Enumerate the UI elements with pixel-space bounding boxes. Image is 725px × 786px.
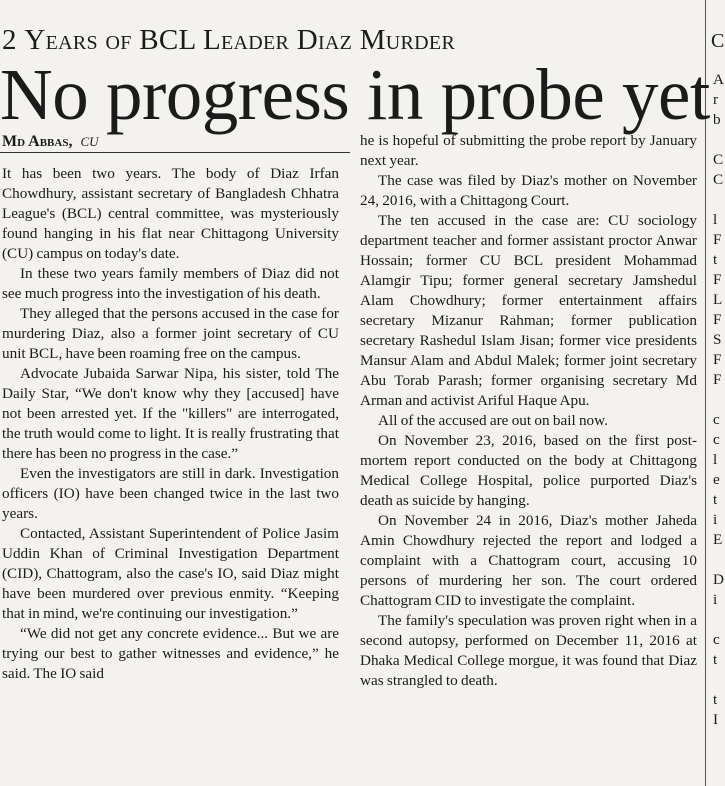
kicker-number: 2 xyxy=(2,24,17,56)
byline xyxy=(2,131,99,153)
article-paragraph: All of the accused are out on bail now. xyxy=(378,412,608,429)
article-paragraph: The ten accused in the case are: CU sociology department teacher and former assistant proctor Anwar Hossain; former CU BCL president Mohammad Alamgir Tipu; former general secretary Jamshedul Alam Chowdhury; former entertainment affairs secretary Mizanur Rahman; former publication secretary Rashedul Islam Jisan; former vice presidents Mansur Alam and Abdul Malek; former joint secretary Abu Torab Parash; former organising secretary Md Arman and activist Ariful Haque Apu. xyxy=(360,212,697,409)
article-headline: No progress in probe yet xyxy=(0,54,710,135)
article-paragraph: “We did not get any concrete evidence... But we are trying our best to gather witnesses and evidence,” he said. The IO said xyxy=(2,625,339,682)
article-paragraph: he is hopeful of submitting the probe report by January next year. xyxy=(360,132,697,169)
adjacent-column-heading-fragment: C xyxy=(711,30,725,52)
byline-author: Md Abbas, xyxy=(2,133,73,150)
article-column-2 xyxy=(360,131,697,691)
byline-location: CU xyxy=(80,134,99,149)
article-paragraph: Advocate Jubaida Sarwar Nipa, his sister, told The Daily Star, “We don't know why they [accused] have not been arrested yet. If the "killers" are interrogated, the truth would come to light. It is really frustrating that there has been no progress in the case.” xyxy=(2,365,339,462)
article-paragraph: They alleged that the persons accused in the case for murdering Diaz, also a former joint secretary of CU unit BCL, have been roaming free on the campus. xyxy=(2,305,339,362)
article-kicker xyxy=(2,24,455,56)
article-paragraph: The case was filed by Diaz's mother on November 24, 2016, with a Chittagong Court. xyxy=(360,172,697,209)
article-paragraph: It has been two years. The body of Diaz Irfan Chowdhury, assistant secretary of Bangladesh Chhatra League's (BCL) central committee, was mysteriously found hanging in his flat near Chittagong University (CU) campus on today's date. xyxy=(2,165,339,262)
article-paragraph: The family's speculation was proven right when in a second autopsy, performed on December 11, 2016 at Dhaka Medical College morgue, it was found that Diaz was strangled to death. xyxy=(360,612,697,689)
article-paragraph: Contacted, Assistant Superintendent of Police Jasim Uddin Khan of Criminal Investigation Department (CID), Chattogram, also the case's IO, said Diaz might have been murdered over previous enmity. “Keeping that in mind, we're continuing our investigation.” xyxy=(2,525,339,622)
article-paragraph: On November 24 in 2016, Diaz's mother Jaheda Amin Chowdhury rejected the report and lodged a complaint with a Chattogram court, accusing 10 persons of murdering her son. The court ordered Chattogram CID to investigate the complaint. xyxy=(360,512,697,609)
article-paragraph: Even the investigators are still in dark. Investigation officers (IO) have been changed twice in the last two years. xyxy=(2,465,339,522)
byline-rule xyxy=(0,152,350,153)
article-column-1 xyxy=(2,164,339,684)
kicker-text: Years of BCL Leader Diaz Murder xyxy=(24,24,456,56)
adjacent-article-fragment: A r b C C l F t F L F S F F c c l e t i E D i c t t I xyxy=(713,71,724,728)
article-paragraph: On November 23, 2016, based on the first post-mortem report conducted on the body at Chittagong Medical College Hospital, police purported Diaz's death as suicide by hanging. xyxy=(360,432,697,509)
article-paragraph: In these two years family members of Diaz did not see much progress into the investigation of his death. xyxy=(2,265,339,302)
